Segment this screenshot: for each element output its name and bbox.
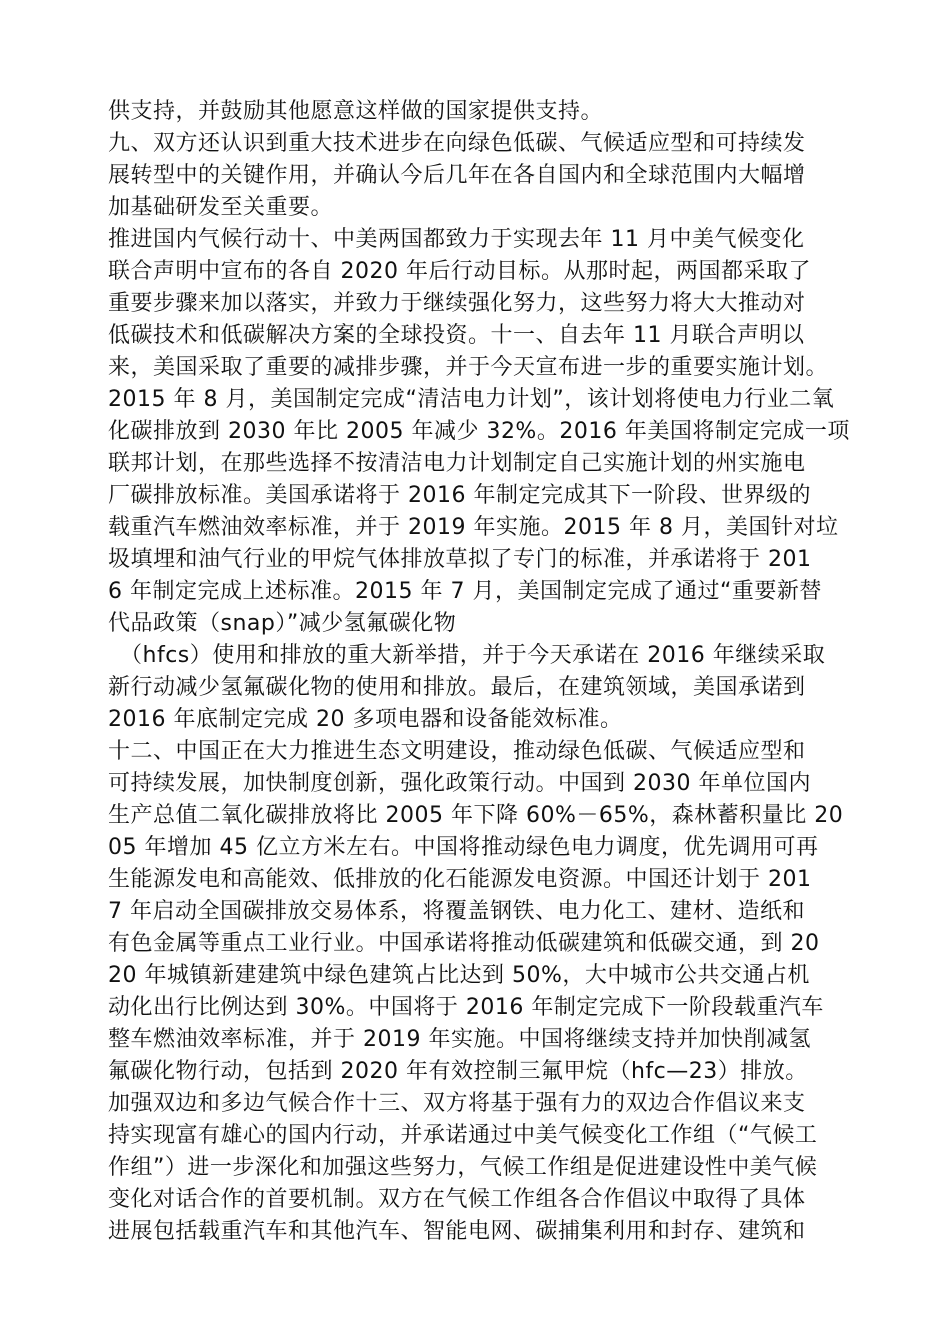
text-line: 进展包括载重汽车和其他汽车、智能电网、碳捕集利用和封存、建筑和 — [108, 1219, 806, 1244]
text-line: 生能源发电和高能效、低排放的化石能源发电资源。中国还计划于 201 — [108, 867, 812, 892]
text-line: 持实现富有雄心的国内行动，并承诺通过中美气候变化工作组（“气候工 — [108, 1123, 818, 1148]
text-line: （hfcs）使用和排放的重大新举措，并于今天承诺在 2016 年继续采取 — [120, 643, 826, 668]
text-line: 有色金属等重点工业行业。中国承诺将推动低碳建筑和低碳交通，到 20 — [108, 931, 820, 956]
text-line: 载重汽车燃油效率标准，并于 2019 年实施。2015 年 8 月，美国针对垃 — [108, 515, 839, 540]
text-line: 生产总值二氧化碳排放将比 2005 年下降 60%－65%，森林蓄积量比 20 — [108, 803, 844, 828]
text-line: 新行动减少氢氟碳化物的使用和排放。最后，在建筑领域，美国承诺到 — [108, 675, 806, 700]
text-line: 05 年增加 45 亿立方米左右。中国将推动绿色电力调度，优先调用可再 — [108, 835, 819, 860]
text-line: 2015 年 8 月，美国制定完成“清洁电力计划”，该计划将使电力行业二氧 — [108, 387, 835, 412]
text-line: 氟碳化物行动，包括到 2020 年有效控制三氟甲烷（hfc—23）排放。 — [108, 1059, 808, 1084]
text-line: 变化对话合作的首要机制。双方在气候工作组各合作倡议中取得了具体 — [108, 1187, 806, 1212]
text-line: 低碳技术和低碳解决方案的全球投资。十一、自去年 11 月联合声明以 — [108, 323, 805, 348]
text-line: 作组”）进一步深化和加强这些努力，气候工作组是促进建设性中美气候 — [108, 1155, 818, 1180]
text-line: 联合声明中宣布的各自 2020 年后行动目标。从那时起，两国都采取了 — [108, 259, 811, 284]
text-line: 可持续发展，加快制度创新，强化政策行动。中国到 2030 年单位国内 — [108, 771, 811, 796]
text-line: 代品政策（snap）”减少氢氟碳化物 — [108, 611, 457, 636]
text-line: 动化出行比例达到 30%。中国将于 2016 年制定完成下一阶段载重汽车 — [108, 995, 824, 1020]
text-line: 重要步骤来加以落实，并致力于继续强化努力，这些努力将大大推动对 — [108, 291, 806, 316]
text-line: 加基础研发至关重要。 — [108, 195, 334, 220]
text-line: 6 年制定完成上述标准。2015 年 7 月，美国制定完成了通过“重要新替 — [108, 579, 822, 604]
text-line: 供支持，并鼓励其他愿意这样做的国家提供支持。 — [108, 99, 604, 124]
text-line: 来，美国采取了重要的减排步骤，并于今天宣布进一步的重要实施计划。 — [108, 355, 829, 380]
text-line: 化碳排放到 2030 年比 2005 年减少 32%。2016 年美国将制定完成一项 — [108, 419, 850, 444]
text-line: 九、双方还认识到重大技术进步在向绿色低碳、气候适应型和可持续发 — [108, 131, 806, 156]
text-line: 联邦计划，在那些选择不按清洁电力计划制定自己实施计划的州实施电 — [108, 451, 806, 476]
text-line: 整车燃油效率标准，并于 2019 年实施。中国将继续支持并加快削减氢 — [108, 1027, 811, 1052]
text-line: 推进国内气候行动十、中美两国都致力于实现去年 11 月中美气候变化 — [108, 227, 805, 252]
text-line: 7 年启动全国碳排放交易体系，将覆盖钢铁、电力化工、建材、造纸和 — [108, 899, 805, 924]
text-line: 圾填埋和油气行业的甲烷气体排放草拟了专门的标准，并承诺将于 201 — [108, 547, 812, 572]
text-line: 2016 年底制定完成 20 多项电器和设备能效标准。 — [108, 707, 623, 732]
text-line: 20 年城镇新建建筑中绿色建筑占比达到 50%，大中城市公共交通占机 — [108, 963, 810, 988]
text-line: 厂碳排放标准。美国承诺将于 2016 年制定完成其下一阶段、世界级的 — [108, 483, 811, 508]
text-line: 展转型中的关键作用，并确认今后几年在各自国内和全球范围内大幅增 — [108, 163, 806, 188]
text-line: 十二、中国正在大力推进生态文明建设，推动绿色低碳、气候适应型和 — [108, 739, 806, 764]
text-line: 加强双边和多边气候合作十三、双方将基于强有力的双边合作倡议来支 — [108, 1091, 806, 1116]
